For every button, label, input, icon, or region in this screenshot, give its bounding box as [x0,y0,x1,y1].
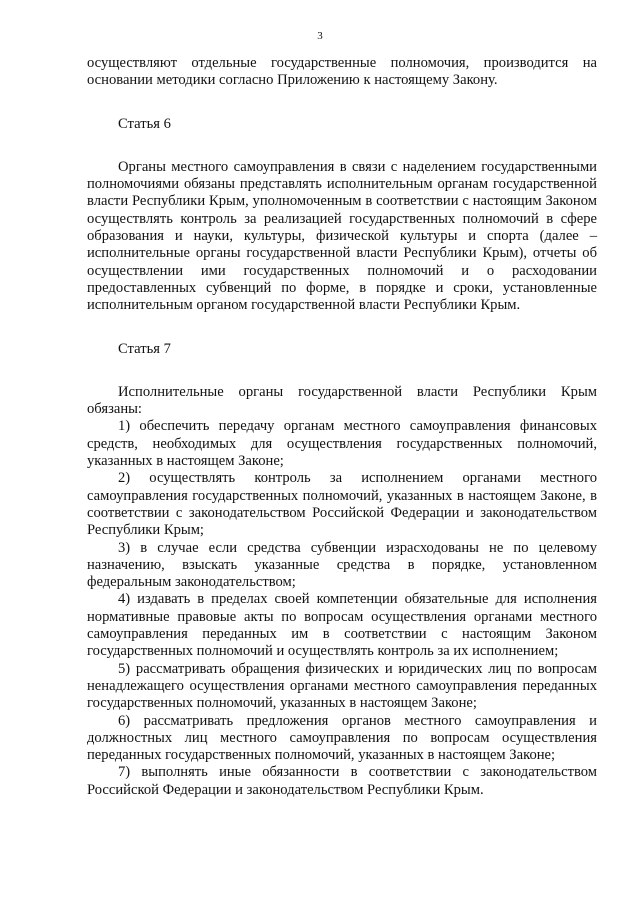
article-7-item-4: 4) издавать в пределах своей компетенции обязательные для исполнения нормативные правовые акты по вопросам осуществления органами местного самоуправления переданных им в соответствии с настоящим Законом государственных полномочий и осуществлять контроль за их исполнением; [87,591,597,660]
article-7-item-7: 7) выполнять иные обязанности в соответствии с законодательством Российской Федерации и законодательством Республики Крым. [87,764,597,798]
article-7-item-2: 2) осуществлять контроль за исполнением органами местного самоуправления государственных полномочий, указанных в настоящем Законе, в соответствии с законодательством Российской Федерации и законодательством Республики Крым; [87,470,597,539]
article-7-item-1: 1) обеспечить передачу органам местного самоуправления финансовых средств, необходимых для осуществления государственных полномочий, указанных в настоящем Законе; [87,418,597,470]
article-7-item-3: 3) в случае если средства субвенции израсходованы не по целевому назначению, взыскать указанные средства в порядке, установленном федеральным законодательством; [87,539,597,591]
article-7-lead: Исполнительные органы государственной власти Республики Крым обязаны: [87,383,597,418]
article-6-heading: Статья 6 [118,115,171,132]
article-7-heading: Статья 7 [118,340,171,357]
page-number: 3 [317,30,323,42]
article-7-item-5: 5) рассматривать обращения физических и юридических лиц по вопросам ненадлежащего осуществления органами местного самоуправления переданных государственных полномочий, указанных в настоящем Законе; [87,660,597,712]
article-6-paragraph: Органы местного самоуправления в связи с наделением государственными полномочиями обязаны представлять исполнительным органам государственной власти Республики Крым, уполномоченным в соответствии с настоящим Законом осуществлять контроль за реализацией государственных полномочий в сфере образования и науки, культуры, физической культуры и спорта (далее – исполнительные органы государственной власти Республики Крым), отчеты об осуществлении ими государственных полномочий и о расходовании предоставленных субвенций по форме, в порядке и сроки, установленные исполнительным органом государственной власти Республики Крым. [87,158,597,314]
intro-paragraph: осуществляют отдельные государственные полномочия, производится на основании методики согласно Приложению к настоящему Закону. [87,55,597,89]
article-7-item-6: 6) рассматривать предложения органов местного самоуправления и должностных лиц местного самоуправления по вопросам осуществления переданных государственных полномочий, указанных в настоящем Законе; [87,712,597,764]
document-body [87,55,597,799]
